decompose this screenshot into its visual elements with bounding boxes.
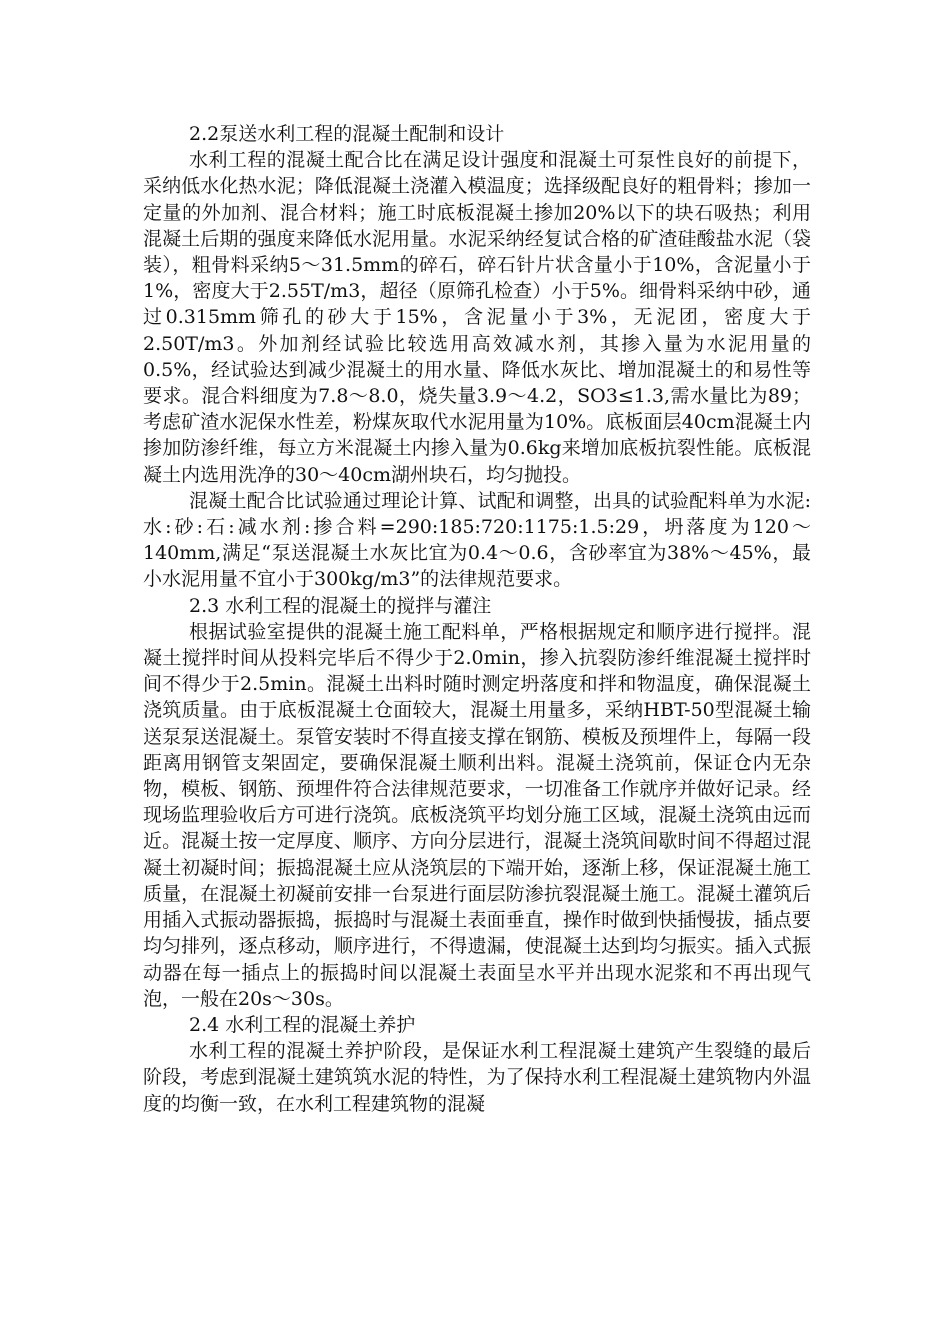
section-heading-2-2: 2.2泵送水利工程的混凝土配制和设计 <box>189 123 505 145</box>
paragraph-mix-design: 水利工程的混凝土配合比在满足设计强度和混凝土可泵性良好的前提下，采纳低水化热水泥；降低混凝土浇灌入模温度；选择级配良好的粗骨料；掺加一定量的外加剂、混合材料；施工时底板混凝土掺加20%以下的块石吸热；利用混凝土后期的强度来降低水泥用量。水泥采纳经复试合格的矿渣硅酸盐水泥（袋装），粗骨料采纳5～31.5mm的碎石，碎石针片状含量小于10%，含泥量小于1%，密度大于2.55T/m3，超径（原筛孔检查）小于5%。细骨料采纳中砂，通过0.315mm筛孔的砂大于15%，含泥量小于3%，无泥团，密度大于2.50T/m3。外加剂经试验比较选用高效减水剂，其掺入量为水泥用量的0.5%，经试验达到减少混凝土的用水量、降低水灰比、增加混凝土的和易性等要求。混合料细度为7.8～8.0，烧失量3.9～4.2，SO3≤1.3,需水量比为89；考虑矿渣水泥保水性差，粉煤灰取代水泥用量为10%。底板面层40cm混凝土内掺加防渗纤维，每立方米混凝土内掺入量为0.6kg来增加底板抗裂性能。底板混凝土内选用洗净的30～40cm湖州块石，均匀抛投。 <box>143 149 811 486</box>
paragraph-mixing-pouring: 根据试验室提供的混凝土施工配料单，严格根据规定和顺序进行搅拌。混凝土搅拌时间从投料完毕后不得少于2.0min，掺入抗裂防渗纤维混凝土搅拌时间不得少于2.5min。混凝土出料时随时测定坍落度和拌和物温度，确保混凝土浇筑质量。由于底板混凝土仓面较大，混凝土用量多，采纳HBT-50型混凝土输送泵泵送混凝土。泵管安装时不得直接支撑在钢筋、模板及预埋件上，每隔一段距离用钢管支架固定，要确保混凝土顺利出料。混凝土浇筑前，保证仓内无杂物，模板、钢筋、预埋件符合法律规范要求，一切准备工作就序并做好记录。经现场监理验收后方可进行浇筑。底板浇筑平均划分施工区域，混凝土浇筑由远而近。混凝土按一定厚度、顺序、方向分层进行，混凝土浇筑间歇时间不得超过混凝土初凝时间；振捣混凝土应从浇筑层的下端开始，逐渐上移，保证混凝土施工质量，在混凝土初凝前安排一台泵进行面层防渗抗裂混凝土施工。混凝土灌筑后用插入式振动器振捣，振捣时与混凝土表面垂直，操作时做到快插慢拔，插点要均匀排列，逐点移动，顺序进行，不得遗漏，使混凝土达到均匀振实。插入式振动器在每一插点上的振捣时间以混凝土表面呈水平并出现水泥浆和不再出现气泡，一般在20s～30s。 <box>143 620 811 1010</box>
paragraph-mix-ratio: 混凝土配合比试验通过理论计算、试配和调整，出具的试验配料单为水泥:水:砂:石:减水剂:掺合料=290:185:720:1175:1.5:29，坍落度为120～140mm,满足“泵送混凝土水灰比宜为0.4～0.6，含砂率宜为38%～45%，最小水泥用量不宜小于300kg/m3”的法律规范要求。 <box>143 489 811 591</box>
section-heading-2-4: 2.4 水利工程的混凝土养护 <box>189 1013 416 1036</box>
section-heading-2-3: 2.3 水利工程的混凝土的搅拌与灌注 <box>189 594 492 617</box>
document-page <box>143 121 811 1117</box>
paragraph-curing: 水利工程的混凝土养护阶段，是保证水利工程混凝土建筑产生裂缝的最后阶段，考虑到混凝土建筑筑水泥的特性，为了保持水利工程混凝土建筑物内外温度的均衡一致，在水利工程建筑物的混凝 <box>143 1040 811 1115</box>
